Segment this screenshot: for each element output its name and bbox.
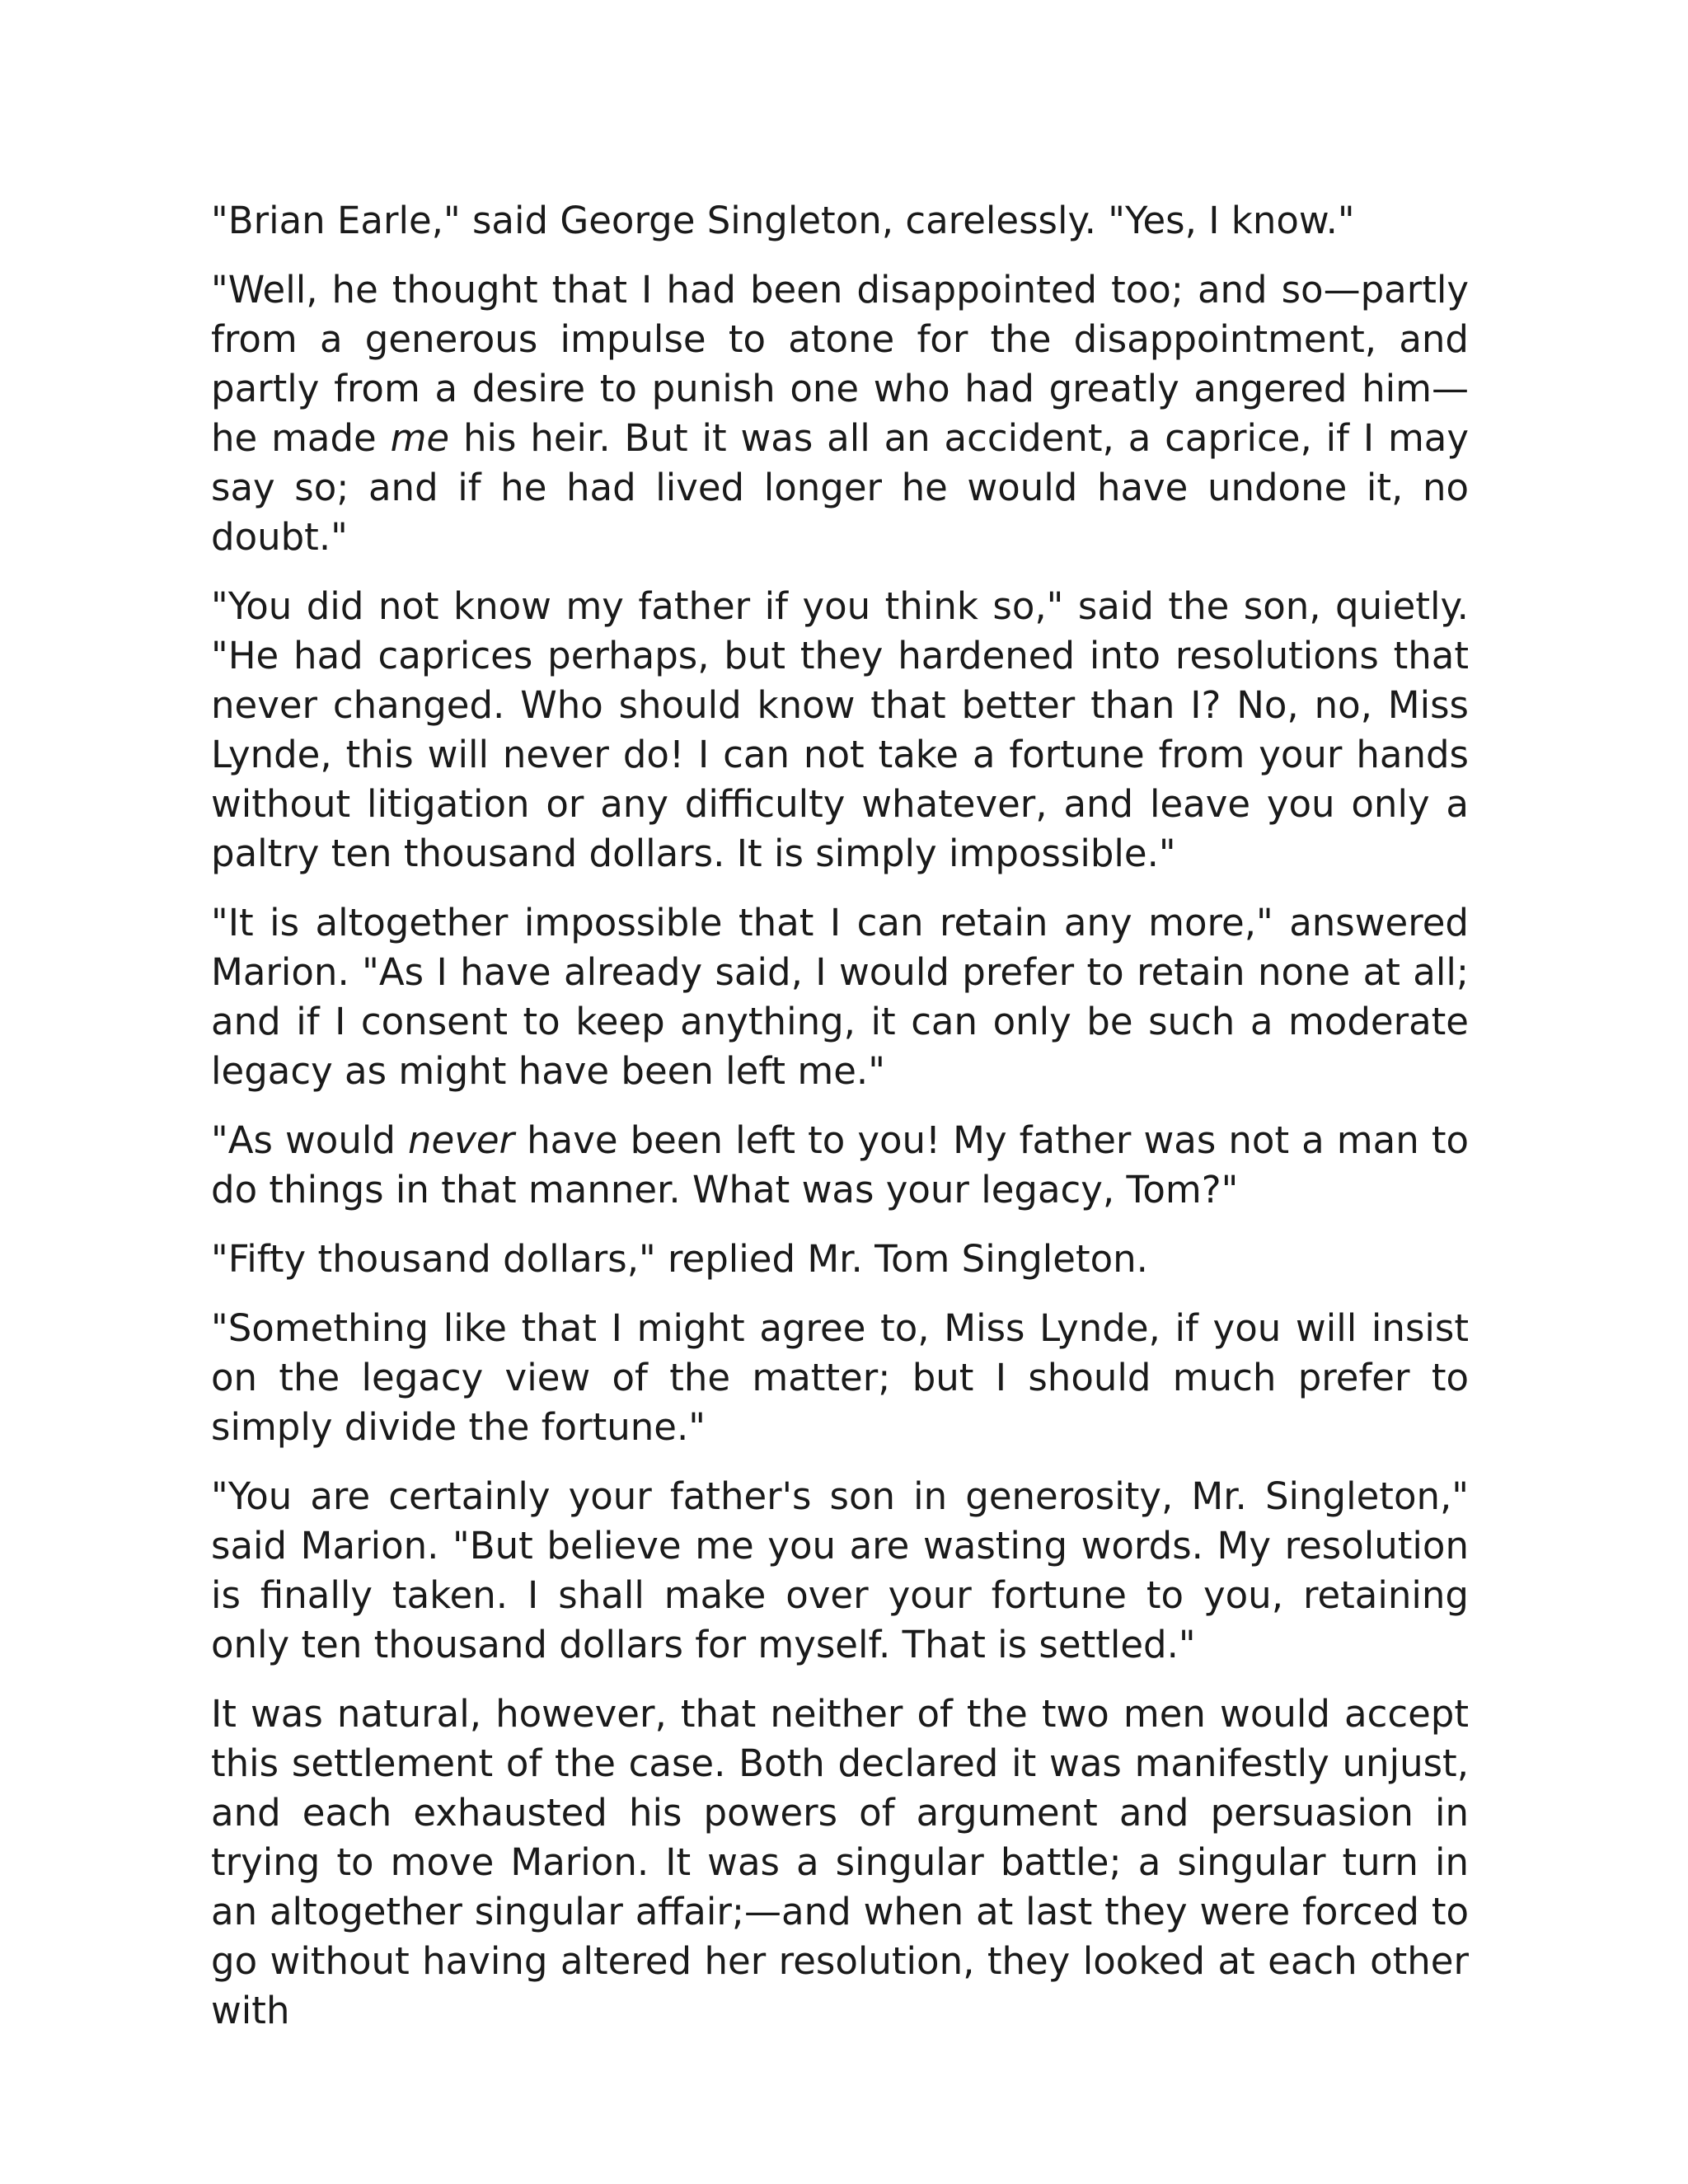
text-run: his heir. But it was all an accident, a caprice, if I may say so; and if he had lived longer he would have undone it, no doubt."	[211, 416, 1469, 559]
text-run: have been left to you! My father was not a man to do things in that manner. What was your legacy, Tom?"	[211, 1118, 1469, 1212]
paragraph	[211, 1235, 1469, 1284]
text-run: "Well, he thought that I had been disappointed too; and so—partly from a generous impulse to atone for the disappointment, and partly from a desire to punish one who had greatly angered him—he made	[211, 268, 1469, 460]
paragraph	[211, 1116, 1469, 1215]
text-run: It was natural, however, that neither of the two men would accept this settlement of the case. Both declared it was manifestly unjust, and each exhausted his powers of argument and persuasion in trying to move Marion. It was a singular battle; a singular turn in an altogether singular affair;—and when at last they were forced to go without having altered her resolution, they looked at each other with	[211, 1692, 1469, 2032]
paragraph	[211, 1472, 1469, 1670]
text-run: "Fifty thousand dollars," replied Mr. Tom Singleton.	[211, 1237, 1148, 1281]
paragraph	[211, 898, 1469, 1096]
paragraph	[211, 1304, 1469, 1452]
text-run: "You are certainly your father's son in generosity, Mr. Singleton," said Marion. "But believe me you are wasting words. My resolution is finally taken. I shall make over your fortune to you, retaining only ten thousand dollars for myself. That is settled."	[211, 1474, 1469, 1666]
italic-text-run: never	[408, 1118, 515, 1162]
paragraph	[211, 265, 1469, 562]
text-run: "It is altogether impossible that I can retain any more," answered Marion. "As I have already said, I would prefer to retain none at all; and if I consent to keep anything, it can only be such a moderate legacy as might have been left me."	[211, 901, 1469, 1093]
text-run: "You did not know my father if you think so," said the son, quietly. "He had caprices perhaps, but they hardened into resolutions that never changed. Who should know that better than I? No, no, Miss Lynde, this will never do! I can not take a fortune from your hands without litigation or any difficulty whatever, and leave you only a paltry ten thousand dollars. It is simply impossible."	[211, 584, 1469, 875]
paragraph	[211, 582, 1469, 879]
text-run: "Brian Earle," said George Singleton, carelessly. "Yes, I know."	[211, 199, 1355, 242]
paragraph	[211, 1690, 1469, 2036]
document-page	[211, 196, 1469, 2055]
italic-text-run: me	[390, 416, 450, 460]
paragraph	[211, 196, 1469, 246]
text-run: "Something like that I might agree to, Miss Lynde, if you will insist on the legacy view of the matter; but I should much prefer to simply divide the fortune."	[211, 1306, 1469, 1449]
text-run: "As would	[211, 1118, 408, 1162]
